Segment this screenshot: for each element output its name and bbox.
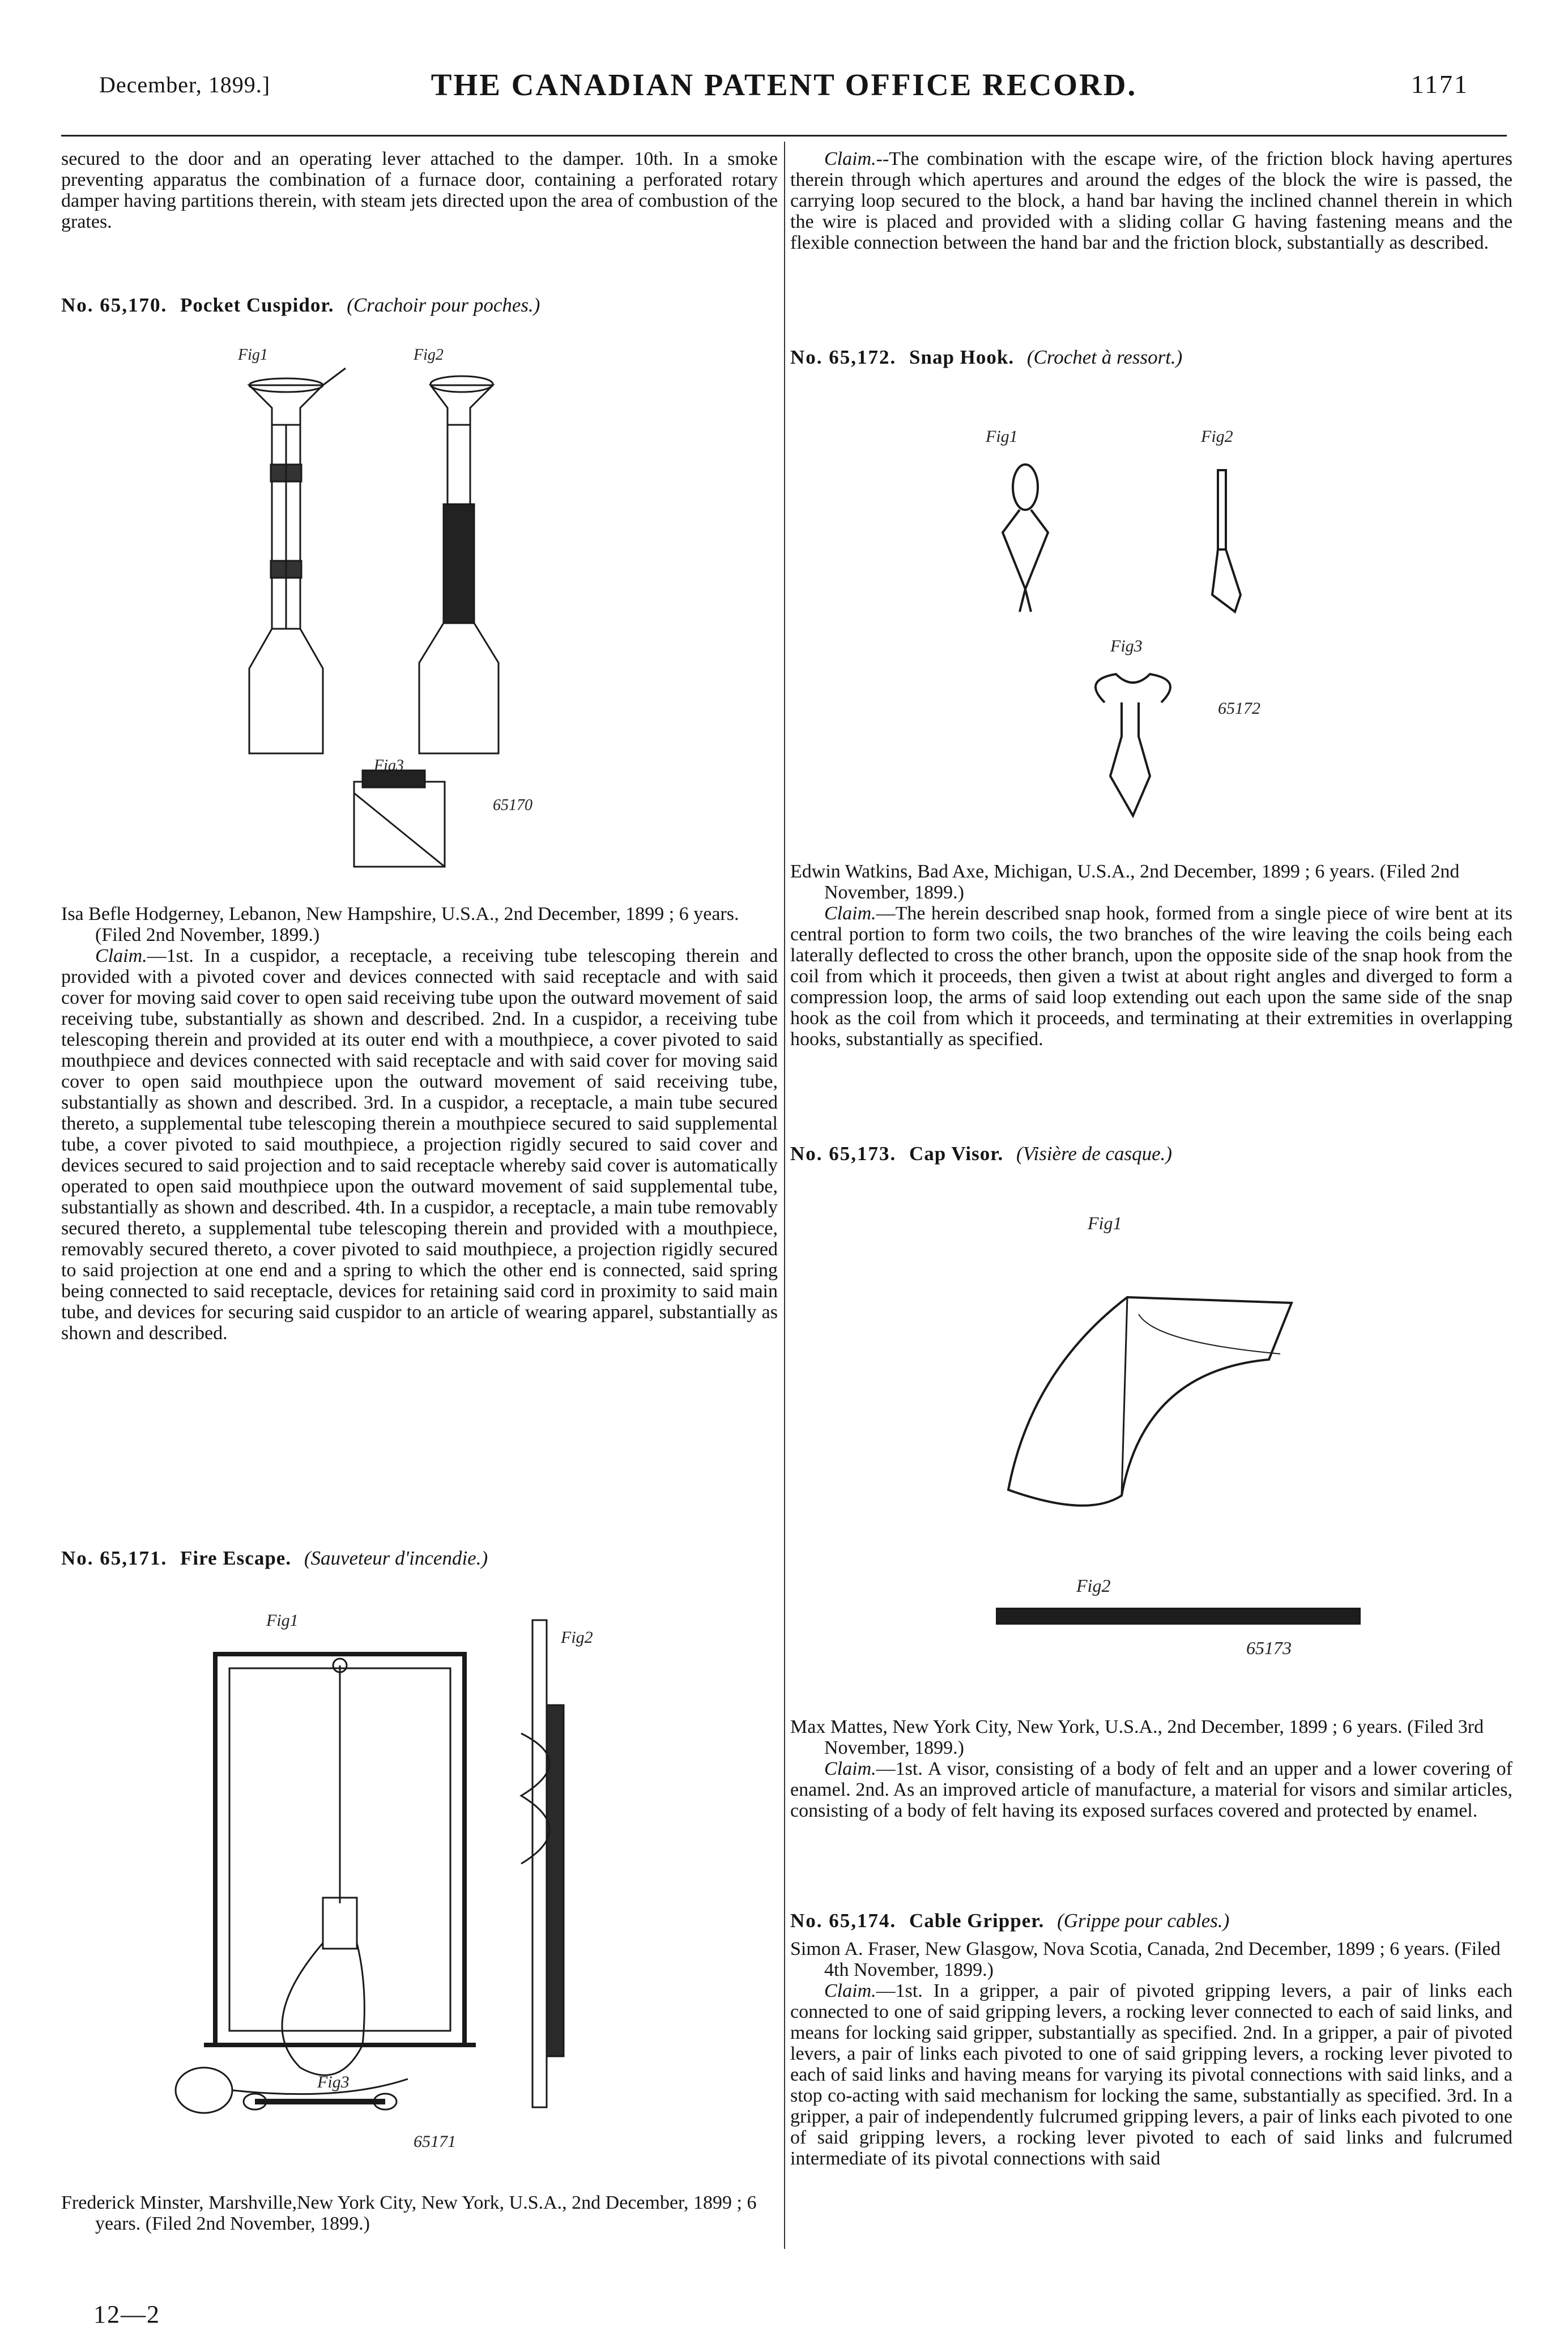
left-continuation xyxy=(61,148,778,232)
fig1-label: Fig1 xyxy=(1088,1213,1122,1233)
patent-number: No. 65,174. xyxy=(790,1910,897,1932)
claim-text xyxy=(790,148,1512,253)
claim-body: —1st. In a cuspidor, a receptacle, a receiving tube telescoping therein and provided with a pivoted cover and devices connected with said receptacle and with said cover for moving said cover to open said receiving tube upon the outward movement of said receiving tube, substantially as shown and described. 2nd. In a cuspidor, a receiving tube telescoping therein and provided at its outer end with a mouthpiece, a cover pivoted to said mouthpiece and devices connected with said receptacle and with said cover for moving said cover to open said mouthpiece upon the outward movement of said receiving tube, substantially as shown and described. 3rd. In a cuspidor, a receptacle, a main tube secured thereto, a supplemental tube telescoping therein a mouthpiece secured to said supplemental tube, a cover pivoted to said mouthpiece, a projection rigidly secured to said cover and devices secured to said projection and to said receptacle whereby said cover is automatically operated to open said mouthpiece upon the outward movement of said supplemental tube, substantially as shown and described. 4th. In a cuspidor, a receptacle, a main tube removably secured thereto, a supplemental tube telescoping therein and provided with a mouthpiece, removably secured thereto, a cover pivoted to said mouthpiece, a projection rigidly secured to said projection at one end and a spring to which the other end is connected, said spring being connected to said receptacle, devices for retaining said cord in proximity to said main tube, and devices for securing said cuspidor to an article of wearing apparel, substantially as shown and described. xyxy=(61,945,778,1344)
cap-visor-drawing xyxy=(974,1201,1416,1677)
patent-65171-inventor xyxy=(61,2192,778,2234)
snap-hook-drawing xyxy=(952,408,1360,838)
patent-title-french: (Crachoir pour poches.) xyxy=(347,294,540,316)
fig2-label: Fig2 xyxy=(1076,1575,1111,1596)
claim-label: Claim. xyxy=(824,148,876,169)
patent-number: No. 65,172. xyxy=(790,346,897,368)
patent-title: Fire Escape. xyxy=(180,1547,292,1569)
claim-label: Claim. xyxy=(824,1980,876,2001)
patent-65172-heading xyxy=(790,346,1512,369)
patent-number: No. 65,173. xyxy=(790,1143,897,1165)
fire-escape-figures xyxy=(170,1592,651,2170)
fig2-label: Fig2 xyxy=(414,346,444,364)
figure-ref-number: 65172 xyxy=(1218,699,1260,718)
header-date: December, 1899.] xyxy=(99,72,271,97)
patent-65172-body xyxy=(790,861,1512,1050)
page-number: 1171 xyxy=(1411,70,1469,99)
continuation-text: secured to the door and an operating lever attached to the damper. 10th. In a smoke preventing apparatus the combination of a furnace door, containing a perforated rotary damper having partitions therein, with steam jets directed upon the area of combustion of the grates. xyxy=(61,148,778,232)
fig1-label: Fig1 xyxy=(266,1611,299,1630)
fire-escape-drawing xyxy=(170,1592,651,2170)
claim-body: —1st. In a gripper, a pair of pivoted gripping levers, a pair of links each connected to one of said gripping levers, a rocking lever connected to each of said links, and means for locking said gripper, substantially as specified. 2nd. In a gripper, a pair of pivoted levers, a pair of links each pivoted to one of said gripping levers, a rocking lever pivoted to each of said links and having means for varying its pivotal connections with said links, and a stop co-acting with said mechanism for locking the same, substantially as specified. 3rd. In a gripper, a pair of independently fulcrumed gripping levers, a pair of links each pivoted to one of said gripping levers, a rocking lever pivoted to each of said links and fulcrumed intermediate of its pivotal connections with said xyxy=(790,1980,1512,2169)
patent-number: No. 65,170. xyxy=(61,294,168,316)
fig1-label: Fig1 xyxy=(238,346,268,364)
patent-65171-claim xyxy=(790,148,1512,253)
patent-title-french: (Crochet à ressort.) xyxy=(1026,346,1183,368)
snap-hook-figures xyxy=(952,408,1360,838)
fig3-label: Fig3 xyxy=(1110,637,1143,655)
inventor-line: Max Mattes, New York City, New York, U.S.A., 2nd December, 1899 ; 6 years. (Filed 3rd November, 1899.) xyxy=(790,1716,1484,1758)
fig2-label: Fig2 xyxy=(1201,427,1233,446)
inventor-line: Edwin Watkins, Bad Axe, Michigan, U.S.A., 2nd December, 1899 ; 6 years. (Filed 2nd November, 1899.) xyxy=(790,861,1460,903)
header-title: THE CANADIAN PATENT OFFICE RECORD. xyxy=(431,67,1137,102)
claim-label: Claim. xyxy=(824,903,876,924)
header-rule xyxy=(61,135,1507,137)
sheet-number: 12—2 xyxy=(93,2300,160,2328)
patent-title: Cable Gripper. xyxy=(909,1910,1045,1932)
fig3-label: Fig3 xyxy=(317,2073,350,2091)
claim-text xyxy=(790,1758,1512,1821)
claim-text xyxy=(790,1980,1512,2169)
claim-label: Claim. xyxy=(95,945,147,966)
claim-body: —The herein described snap hook, formed from a single piece of wire bent at its central portion to form two coils, the two branches of the wire leaving the coils being each laterally deflected to cross the other branch, upon the opposite side of the snap hook from the coil from which it proceeds, then given a twist at about right angles and diverged to form a compression loop, the arms of said loop extending out each upon the same side of the snap hook as the coil from which it proceeds, and terminating at their extremities in overlapping hooks, substantially as specified. xyxy=(790,903,1512,1050)
cuspidor-drawing xyxy=(227,334,634,878)
figure-ref-number: 65173 xyxy=(1246,1638,1292,1658)
patent-title: Cap Visor. xyxy=(909,1143,1004,1165)
patent-65171-heading xyxy=(61,1546,778,1570)
page-header xyxy=(99,67,1469,106)
claim-label: Claim. xyxy=(824,1758,876,1779)
patent-65173-heading xyxy=(790,1142,1512,1166)
patent-title: Pocket Cuspidor. xyxy=(180,294,334,316)
cap-visor-figures xyxy=(974,1201,1416,1677)
fig3-label: Fig3 xyxy=(374,757,404,774)
fig2-label: Fig2 xyxy=(561,1628,593,1647)
patent-65173-body xyxy=(790,1716,1512,1821)
inventor-line: Frederick Minster, Marshville,New York City, New York, U.S.A., 2nd December, 1899 ; 6 years. (Filed 2nd November, 1899.) xyxy=(61,2192,757,2234)
patent-title-french: (Visière de casque.) xyxy=(1016,1143,1173,1165)
inventor-line: Simon A. Fraser, New Glasgow, Nova Scotia, Canada, 2nd December, 1899 ; 6 years. (Filed 4th November, 1899.) xyxy=(790,1938,1501,1980)
patent-65170-body xyxy=(61,904,778,1344)
column-divider xyxy=(784,142,785,2249)
patent-65170-heading xyxy=(61,293,778,317)
claim-body: —1st. A visor, consisting of a body of felt and an upper and a lower covering of enamel. 2nd. As an improved article of manufacture, a material for visors and similar articles, consisting of a body of felt having its exposed surfaces covered and protected by enamel. xyxy=(790,1758,1512,1821)
patent-65174-section xyxy=(790,1909,1512,2169)
claim-text xyxy=(790,903,1512,1050)
claim-body: --The combination with the escape wire, of the friction block having apertures therein through which apertures and around the edges of the block the wire is passed, the carrying loop secured to the block, a hand bar having the inclined channel therein in which the wire is placed and provided with a sliding collar G having fastening means and the flexible connection between the hand bar and the friction block, substantially as described. xyxy=(790,148,1512,253)
inventor-line: Isa Befle Hodgerney, Lebanon, New Hampshire, U.S.A., 2nd December, 1899 ; 6 years. (Filed 2nd November, 1899.) xyxy=(61,904,739,945)
claim-text xyxy=(61,945,778,1344)
patent-title: Snap Hook. xyxy=(909,346,1015,368)
fig1-label: Fig1 xyxy=(986,427,1018,446)
figure-ref-number: 65171 xyxy=(414,2132,456,2151)
figure-ref-number: 65170 xyxy=(493,796,532,814)
patent-title-french: (Sauveteur d'incendie.) xyxy=(304,1547,488,1569)
patent-number: No. 65,171. xyxy=(61,1547,168,1569)
patent-title-french: (Grippe pour cables.) xyxy=(1057,1910,1230,1932)
cuspidor-figures xyxy=(227,334,634,878)
